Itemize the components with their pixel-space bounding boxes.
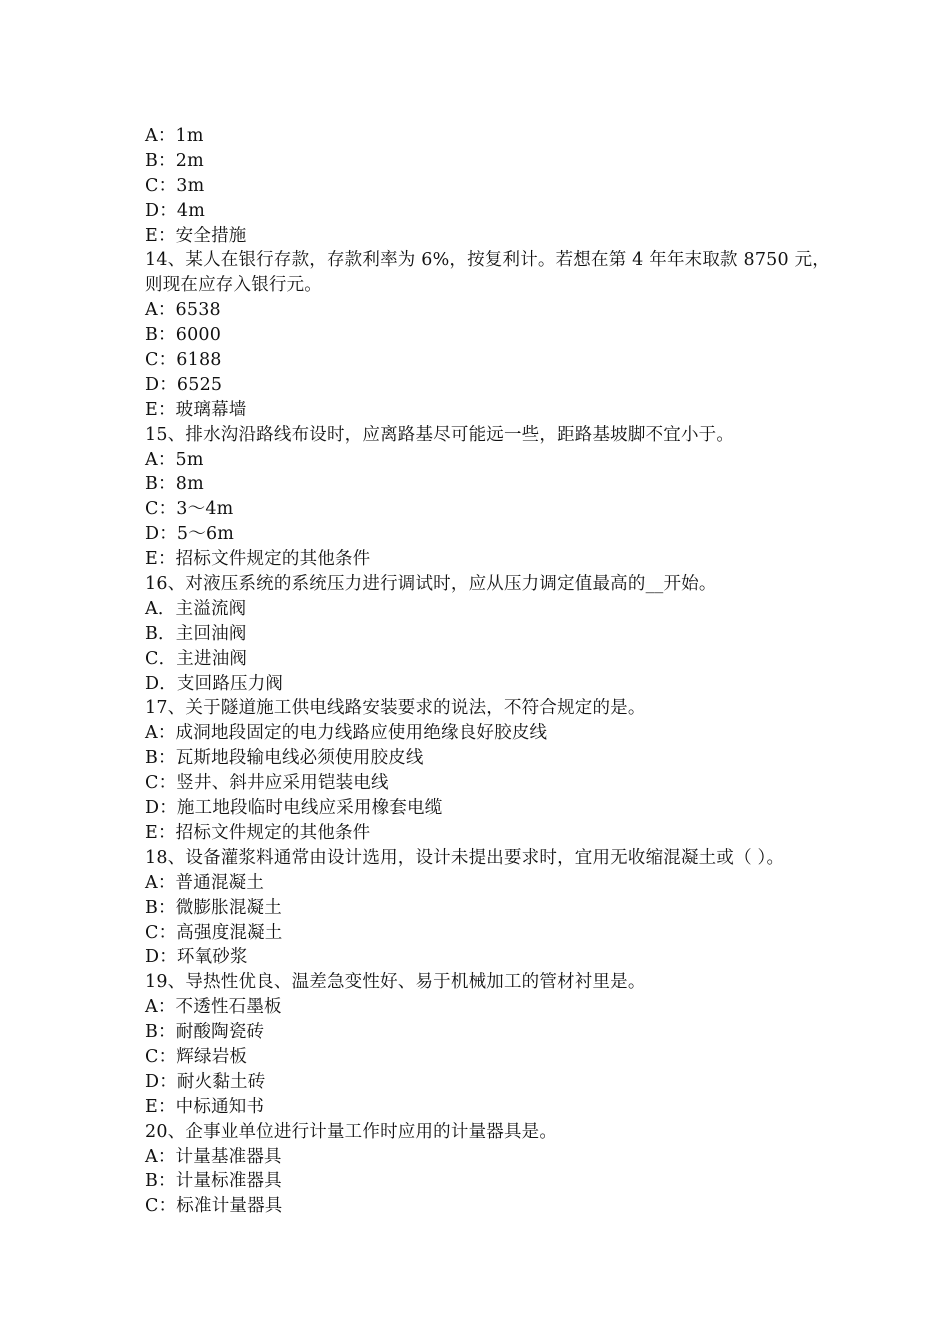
answer-option: A：普通混凝土 (145, 872, 265, 893)
answer-option: A：6538 (145, 300, 221, 321)
answer-option: D：6525 (145, 374, 223, 395)
question-text: 20、企事业单位进行计量工作时应用的计量器具是。 (145, 1121, 558, 1142)
answer-option: A：1m (145, 126, 204, 146)
answer-option: B：耐酸陶瓷砖 (145, 1022, 265, 1043)
answer-option: C：6188 (145, 350, 222, 371)
answer-option: C：标准计量器具 (145, 1196, 283, 1217)
answer-option: D：4m (145, 200, 206, 221)
answer-option: B：6000 (145, 325, 222, 346)
answer-option: E：招标文件规定的其他条件 (145, 549, 371, 570)
answer-option: E：玻璃幕墙 (145, 399, 247, 420)
question-text: 19、导热性优良、温差急变性好、易于机械加工的管材衬里是。 (145, 972, 646, 993)
answer-option: B：计量标准器具 (145, 1171, 282, 1192)
question-text: 15、排水沟沿路线布设时，应离路基尽可能远一些，距路基坡脚不宜小于。 (145, 424, 735, 445)
answer-option: D：5～6m (145, 524, 235, 545)
answer-option: E：安全措施 (145, 225, 247, 246)
answer-option: C．主进油阀 (145, 648, 248, 669)
answer-option: B：8m (145, 474, 204, 495)
answer-option: D：环氧砂浆 (145, 947, 248, 968)
answer-option: D：施工地段临时电线应采用橡套电缆 (145, 798, 443, 819)
answer-option: B：微膨胀混凝土 (145, 897, 282, 918)
answer-option: A：5m (145, 449, 204, 470)
document-page (145, 124, 835, 1219)
answer-option: E：招标文件规定的其他条件 (145, 822, 371, 843)
answer-option: B：2m (145, 150, 204, 171)
answer-option: D．支回路压力阀 (145, 673, 284, 694)
answer-option: C：3～4m (145, 499, 234, 520)
answer-option: D：耐火黏土砖 (145, 1071, 266, 1092)
answer-option: C：辉绿岩板 (145, 1046, 248, 1067)
answer-option: A：计量基准器具 (145, 1146, 282, 1167)
question-text: 18、设备灌浆料通常由设计选用，设计未提出要求时，宜用无收缩混凝土或（ ）。 (145, 847, 785, 868)
answer-option: C：3m (145, 175, 205, 196)
answer-option: C：竖井、斜井应采用铠装电线 (145, 773, 389, 794)
question-text: 则现在应存入银行元。 (145, 275, 322, 296)
answer-option: B：瓦斯地段输电线必须使用胶皮线 (145, 748, 424, 769)
answer-option: C：高强度混凝土 (145, 922, 283, 943)
answer-option: A：成洞地段固定的电力线路应使用绝缘良好胶皮线 (145, 723, 548, 744)
answer-option: A．主溢流阀 (145, 598, 247, 619)
question-text: 14、某人在银行存款，存款利率为 6%，按复利计。若想在第 4 年年末取款 8750 元， (145, 250, 831, 271)
question-text: 16、对液压系统的系统压力进行调试时，应从压力调定值最高的__开始。 (145, 574, 717, 595)
answer-option: A：不透性石墨板 (145, 997, 282, 1018)
document-body (145, 124, 835, 1219)
answer-option: E：中标通知书 (145, 1096, 265, 1117)
question-text: 17、关于隧道施工供电线路安装要求的说法，不符合规定的是。 (145, 698, 646, 719)
answer-option: B．主回油阀 (145, 623, 247, 644)
